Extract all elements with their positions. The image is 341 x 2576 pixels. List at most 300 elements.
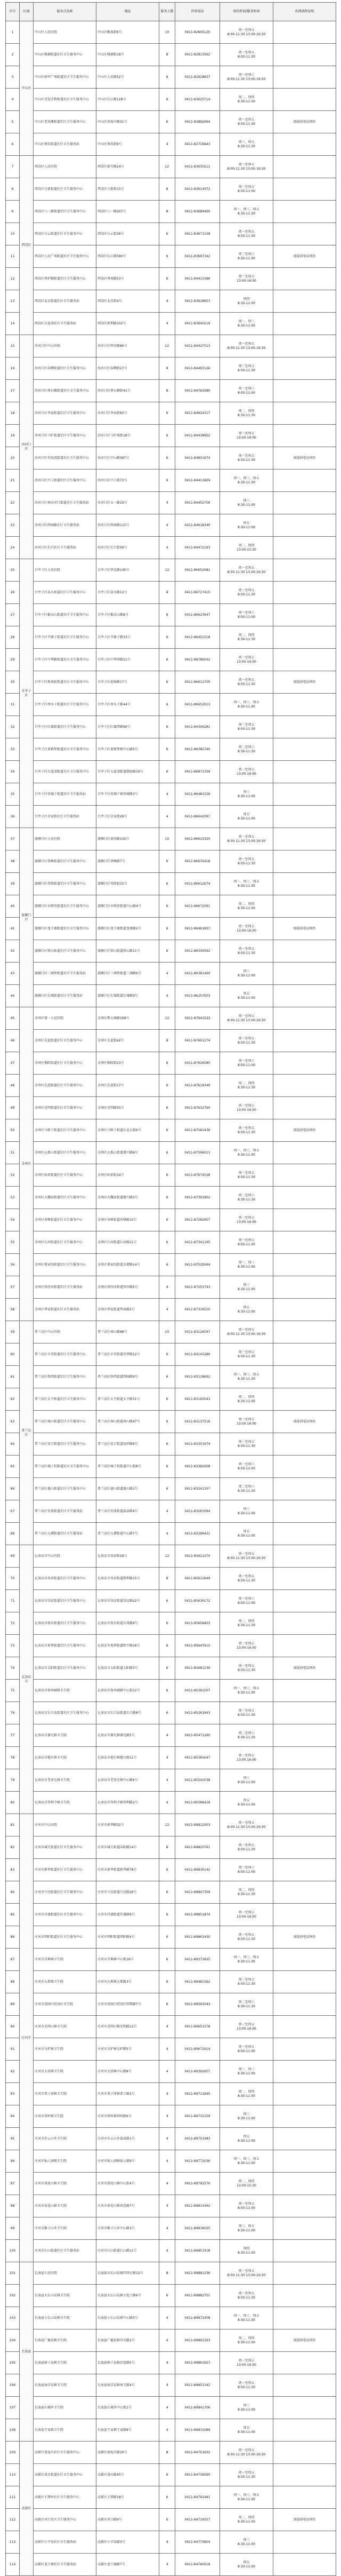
service-count: 6 (159, 918, 175, 940)
service-point-name: 长海县獐子岛镇卫生院 (34, 2352, 96, 2374)
process-note (273, 2397, 336, 2419)
service-count: 6 (159, 89, 175, 111)
process-note (273, 2486, 336, 2509)
service-hours: 周五 8:30-11:00 (220, 514, 273, 537)
service-point-address: 沙河口区兴工街73号 (96, 470, 159, 492)
service-count: 4 (159, 1299, 175, 1321)
process-note (273, 2419, 336, 2442)
service-point-name: 高新区七贤岭社区卫生服务中心 (34, 2486, 96, 2509)
phone-number: 0411-86612705 (175, 671, 220, 694)
service-count: 4 (159, 1747, 175, 1769)
phone-number: 0411-86786542 (175, 649, 220, 671)
row-number: 39 (6, 873, 20, 895)
row-number: 81 (6, 1814, 20, 1836)
table-row (6, 1142, 336, 1164)
phone-number: 0411-86257603 (175, 985, 220, 1007)
row-number: 42 (6, 940, 20, 963)
service-point-name: 普兰店区安波街道社区卫生服务站 (34, 1500, 96, 1523)
service-count: 6 (159, 447, 175, 470)
service-hours: 周一至周五 8:00-11:30 (220, 2464, 273, 2486)
row-number: 98 (6, 2195, 20, 2217)
service-point-name: 瓦房店市谢屯镇卫生院 (34, 1724, 96, 1747)
table-row (6, 985, 336, 1007)
service-hours: 周一至周六 8:00-11:00 (220, 380, 273, 402)
phone-number: 0411-84411829 (175, 470, 220, 492)
table-row (6, 2240, 336, 2262)
service-hours: 周二、周四 13:00-15:30 (220, 2173, 273, 2195)
row-number: 15 (6, 335, 20, 357)
service-hours: 周三 8:30-11:00 (220, 2105, 273, 2128)
service-point-address: 普兰店区南山路88号 (96, 1321, 159, 1343)
service-point-table (5, 2, 336, 2576)
area-cell: 庄河市 (20, 1814, 34, 2262)
phone-number: 0411-87282607 (175, 1209, 220, 1231)
row-number: 51 (6, 1142, 20, 1164)
service-hours: 周三、周五 8:30-11:30 (220, 133, 273, 156)
process-note (273, 2150, 336, 2173)
phone-number: 0411-89882751 (175, 2285, 220, 2307)
service-point-name: 沙河口区星海湾街道社区卫生服务中心 (34, 447, 96, 470)
service-point-address: 普兰店区太平街道太平路31号 (96, 1388, 159, 1411)
table-row (6, 1456, 336, 1478)
service-point-address: 庄河市大营镇中心路8号 (96, 2061, 159, 2083)
phone-number: 0411-83126547 (175, 1321, 220, 1343)
service-hours: 周三 8:30-11:00 (220, 963, 273, 985)
row-number: 63 (6, 1411, 20, 1433)
service-hours: 周三、周五 8:30-11:00 (220, 2217, 273, 2240)
service-point-name: 金州区大孤山街道社区卫生服务中心 (34, 1142, 96, 1164)
row-number: 27 (6, 604, 20, 626)
process-note (273, 1814, 336, 1836)
service-count: 10 (159, 1321, 175, 1343)
process-note (273, 66, 336, 89)
service-count: 6 (159, 1657, 175, 1680)
service-hours: 周二至周六 8:30-11:30 (220, 1993, 273, 2016)
service-point-address: 金州区拥政街23号 (96, 1052, 159, 1075)
process-note (273, 559, 336, 582)
table-row (6, 1254, 336, 1276)
service-point-address: 庄河市新华路32号 (96, 1814, 159, 1836)
service-count: 6 (159, 694, 175, 716)
process-note (273, 2016, 336, 2038)
service-point-address: 高新区黄泥川路26号 (96, 2442, 159, 2464)
service-point-address: 金州区先进街17号 (96, 1075, 159, 1097)
row-number: 31 (6, 694, 20, 716)
service-hours: 周一至周五 13:00-16:00 (220, 268, 273, 290)
service-count: 6 (159, 873, 175, 895)
service-hours: 周一至周五 8:00-11:30 (220, 671, 273, 694)
service-point-address: 庄河市兴达街道兴达路26号 (96, 1881, 159, 1904)
service-hours: 周一至周五 8:00-11:30 (220, 1568, 273, 1590)
row-number: 52 (6, 1164, 20, 1187)
process-note (273, 1769, 336, 1792)
table-row (6, 2016, 336, 2038)
service-hours: 周一至周五 8:00-11:30 13:00-16:30 (220, 335, 273, 357)
table-row (6, 201, 336, 223)
service-point-name: 中山区老虎滩街道社区卫生服务中心 (34, 111, 96, 133)
phone-number: 0411-85471290 (175, 1724, 220, 1747)
phone-number: 0411-83689420 (175, 201, 220, 223)
process-note (273, 1993, 336, 2016)
row-number: 84 (6, 1881, 20, 1904)
process-note (273, 1097, 336, 1119)
service-count: 4 (159, 2217, 175, 2240)
phone-number: 0411-87632760 (175, 1097, 220, 1119)
service-hours: 周二、周四 8:30-11:30 (220, 1075, 273, 1097)
service-hours: 周三 8:30-11:00 (220, 1769, 273, 1792)
process-note (273, 1052, 336, 1075)
service-hours: 周一至周五 8:00-11:30 13:00-16:30 (220, 828, 273, 850)
row-number: 68 (6, 1523, 20, 1545)
service-hours: 周一至周五 8:00-11:30 (220, 1030, 273, 1052)
table-row (6, 649, 336, 671)
process-note (273, 1209, 336, 1231)
service-point-name: 瓦房店市铁东街道社区卫生服务中心 (34, 1612, 96, 1635)
service-hours: 周一至周六 8:00-11:00 (220, 1859, 273, 1881)
table-row (6, 940, 336, 963)
row-number: 105 (6, 2352, 20, 2374)
service-hours: 周二、周四 8:30-11:30 (220, 402, 273, 425)
service-count: 12 (159, 156, 175, 178)
service-point-address: 甘井子区革镇堡镇中心路5号 (96, 738, 159, 761)
service-count: 6 (159, 1926, 175, 1949)
service-point-address: 旅顺口区三涧堡街道三涧路6号 (96, 963, 159, 985)
phone-number: 0411-83697342 (175, 245, 220, 268)
service-point-address: 高新区河口路9号 (96, 2509, 159, 2531)
service-point-name: 庄河市大营镇卫生院 (34, 2061, 96, 2083)
service-count: 8 (159, 357, 175, 380)
service-point-name: 高新区龙王塘社区卫生服务站 (34, 2554, 96, 2576)
service-hours: 周一至周六 8:00-11:00 (220, 1052, 273, 1075)
service-hours: 周一至周五 8:00-11:30 (220, 1836, 273, 1859)
phone-number: 0411-83118692 (175, 1366, 220, 1388)
phone-number: 0411-86635418 (175, 850, 220, 873)
service-point-address: 庄河市青堆镇中心街16号 (96, 1949, 159, 1971)
phone-number: 0411-89481562 (175, 1971, 220, 1993)
process-note (273, 761, 336, 783)
table-row (6, 1075, 336, 1097)
service-count: 8 (159, 380, 175, 402)
phone-number: 0411-85586419 (175, 1792, 220, 1814)
process-note (273, 470, 336, 492)
phone-number: 0411-84306281 (175, 716, 220, 738)
service-point-address: 瓦房店市得利寺镇得利路2号 (96, 1792, 159, 1814)
row-number: 13 (6, 290, 20, 313)
service-point-address: 金州区大魏家街道振兴路3号 (96, 1187, 159, 1209)
process-note (273, 1724, 336, 1747)
row-number: 100 (6, 2240, 20, 2262)
service-point-address: 瓦房店市老虎屯镇中心路6号 (96, 1769, 159, 1792)
service-point-address: 长海县石城乡中心街1号 (96, 2397, 159, 2419)
row-number: 34 (6, 761, 20, 783)
service-point-address: 瓦房店市铁东街道东风路9号 (96, 1612, 159, 1635)
process-note (273, 1702, 336, 1724)
process-note (273, 1433, 336, 1456)
service-hours: 周一至周六 8:00-11:00 (220, 604, 273, 626)
row-number: 109 (6, 2442, 20, 2464)
table-row (6, 850, 336, 873)
service-point-address: 中山区长江路118号 (96, 89, 159, 111)
row-number: 8 (6, 178, 20, 201)
service-count: 6 (159, 1971, 175, 1993)
service-hours: 周五 8:30-11:00 (220, 1792, 273, 1814)
service-count: 4 (159, 1276, 175, 1299)
service-point-address: 金州区光明路55号 (96, 1097, 159, 1119)
process-note (273, 1971, 336, 1993)
service-count: 4 (159, 492, 175, 514)
table-row (6, 2285, 336, 2307)
process-note (273, 1792, 336, 1814)
service-point-name: 沙河口区春柳街道社区卫生服务中心 (34, 357, 96, 380)
process-note (273, 223, 336, 245)
service-point-name: 普兰店区丰荣街道社区卫生服务中心 (34, 1343, 96, 1366)
service-count: 6 (159, 1343, 175, 1366)
process-note (273, 21, 336, 44)
row-number: 48 (6, 1075, 20, 1097)
service-point-name: 庄河市青堆镇卫生院 (34, 1949, 96, 1971)
service-point-address: 长海县獐子岛镇沙包路5号 (96, 2352, 159, 2374)
process-note (273, 1388, 336, 1411)
service-hours: 周五 8:30-11:00 (220, 2554, 273, 2576)
service-count: 6 (159, 1702, 175, 1724)
service-count: 6 (159, 1949, 175, 1971)
service-point-name: 甘井子区机场前街道社区卫生服务中心 (34, 671, 96, 694)
service-point-name: 长海县小长山岛镇卫生院 (34, 2307, 96, 2329)
phone-number: 0411-87596013 (175, 1142, 220, 1164)
phone-number: 0411-86642097 (175, 806, 220, 828)
service-hours: 周一至周五 8:00-11:30 (220, 44, 273, 66)
service-point-address: 甘井子区营城子镇营城路3号 (96, 783, 159, 806)
service-point-address: 金州区董家沟街道金港路14号 (96, 1254, 159, 1276)
service-point-address: 庄河市大郑镇大郑路3号 (96, 1971, 159, 1993)
phone-number: 0411-83614572 (175, 178, 220, 201)
table-row (6, 1097, 336, 1119)
table-row (6, 2173, 336, 2195)
phone-number: 0411-89825761 (175, 1836, 220, 1859)
service-count: 4 (159, 2329, 175, 2352)
row-number: 18 (6, 402, 20, 425)
phone-number: 0411-86481526 (175, 783, 220, 806)
service-point-name: 西岗区大连湾社区卫生服务站 (34, 313, 96, 335)
service-point-sheet (5, 0, 336, 2576)
service-point-name: 瓦房店市得利寺镇卫生院 (34, 1792, 96, 1814)
row-number: 32 (6, 716, 20, 738)
service-point-address: 庄河市蓉花山镇中心街4号 (96, 2173, 159, 2195)
service-hours: 周一至周五 8:00-11:30 (220, 447, 273, 470)
service-hours: 周二至周六 8:30-11:30 (220, 1724, 273, 1747)
table-row (6, 671, 336, 694)
service-point-address: 瓦房店市太阳街道太阳路3号 (96, 1657, 159, 1680)
service-hours: 周一、周三、周五 8:30-11:30 (220, 1366, 273, 1388)
service-hours: 周二、周四 8:30-11:30 (220, 1881, 273, 1904)
service-count: 12 (159, 1007, 175, 1030)
table-row (6, 178, 336, 201)
table-row (6, 2442, 336, 2464)
phone-number: 0411-87674528 (175, 1164, 220, 1187)
service-count: 8 (159, 1836, 175, 1859)
service-point-address: 沙河口区马栏南街18号 (96, 425, 159, 447)
service-count: 4 (159, 1769, 175, 1792)
service-point-name: 金州区登沙河街道社区卫生服务站 (34, 1276, 96, 1299)
phone-number: 0411-85261843 (175, 1702, 220, 1724)
service-point-address: 沙河口区中山路587号 (96, 447, 159, 470)
service-point-name: 长海县石城乡卫生院 (34, 2397, 96, 2419)
process-note (273, 335, 336, 357)
service-count: 6 (159, 1680, 175, 1702)
service-hours: 周五 8:30-11:00 (220, 806, 273, 828)
service-point-name: 金州区站前街道社区卫生服务中心 (34, 1164, 96, 1187)
service-hours: 周二、周四 8:30-11:30 (220, 626, 273, 649)
service-point-name: 旅顺口区得胜街道社区卫生服务中心 (34, 873, 96, 895)
row-number: 61 (6, 1366, 20, 1388)
phone-number: 0411-87626085 (175, 1052, 220, 1075)
phone-number: 0411-86615320 (175, 828, 220, 850)
process-note (273, 1456, 336, 1478)
service-point-name: 旅顺口区铁山街道社区卫生服务中心 (34, 940, 96, 963)
phone-number: 0411-89371825 (175, 1949, 220, 1971)
service-point-name: 庄河市塔岭镇卫生院 (34, 2105, 96, 2128)
row-number: 35 (6, 783, 20, 806)
phone-number: 0411-83625714 (175, 89, 220, 111)
service-hours: 周二、周四 8:30-11:00 (220, 1388, 273, 1411)
service-hours: 周五 8:30-11:00 (220, 1523, 273, 1545)
service-hours: 周一至周五 8:00-11:30 (220, 223, 273, 245)
table-row (6, 2217, 336, 2240)
process-note (273, 1635, 336, 1657)
phone-number: 0411-87618349 (175, 1075, 220, 1097)
process-note (273, 2128, 336, 2150)
service-hours: 周三 8:30-11:00 (220, 492, 273, 514)
service-hours: 周三 8:30-11:00 (220, 1500, 273, 1523)
row-number: 71 (6, 1590, 20, 1612)
service-point-address: 庄河市昌盛街道昌盛路9号 (96, 1904, 159, 1926)
service-count: 4 (159, 1792, 175, 1814)
row-number: 11 (6, 245, 20, 268)
service-point-address: 庄河市城关街道向阳路14号 (96, 1836, 159, 1859)
service-point-address: 长海县大长山岛镇小泡子路6号 (96, 2285, 159, 2307)
process-note: 需提前电话预约 (273, 2509, 336, 2531)
phone-number: 0411-86672091 (175, 895, 220, 918)
service-count: 6 (159, 1993, 175, 2016)
phone-number: 0411-87341195 (175, 1231, 220, 1254)
service-count: 6 (159, 1075, 175, 1097)
table-row (6, 2509, 336, 2531)
table-row (6, 1949, 336, 1971)
service-point-address: 瓦房店市共济街29号 (96, 1545, 159, 1568)
service-point-name: 庄河市仙人洞镇卫生院 (34, 2150, 96, 2173)
row-number: 4 (6, 89, 20, 111)
phone-number: 0411-84801673 (175, 447, 220, 470)
service-hours: 周一至周五 8:00-11:30 (220, 1433, 273, 1456)
table-row (6, 156, 336, 178)
service-count: 4 (159, 133, 175, 156)
service-point-name: 高新区黄泥川社区卫生服务中心 (34, 2442, 96, 2464)
service-hours: 周一至周五 8:00-11:30 13:00-16:30 (220, 21, 273, 44)
table-row (6, 2554, 336, 2576)
service-count: 6 (159, 2285, 175, 2307)
phone-number: 0411-86727415 (175, 582, 220, 604)
service-count: 8 (159, 1568, 175, 1590)
service-count: 8 (159, 44, 175, 66)
service-point-name: 西岗区日新街道社区卫生服务中心 (34, 178, 96, 201)
row-number: 22 (6, 492, 20, 514)
service-point-name: 西岗区香炉礁街道社区卫生服务中心 (34, 268, 96, 290)
table-row (6, 582, 336, 604)
service-point-address: 西岗区胜利路102号 (96, 313, 159, 335)
service-point-name: 金州区光明街道社区卫生服务中心 (34, 1097, 96, 1119)
process-note (273, 537, 336, 559)
area-cell: 沙河口区 (20, 335, 34, 559)
table-row (6, 1545, 336, 1568)
service-point-name: 中山区青泥洼桥街道社区卫生服务中心 (34, 89, 96, 111)
phone-number: 0411-84452706 (175, 492, 220, 514)
row-number: 82 (6, 1836, 20, 1859)
row-number: 107 (6, 2397, 20, 2419)
service-hours: 周五 8:30-11:00 (220, 2419, 273, 2442)
row-number: 94 (6, 2105, 20, 2128)
row-number: 56 (6, 1254, 20, 1276)
service-hours: 周四 8:30-11:00 (220, 290, 273, 313)
service-point-address: 长海县广鹿岛镇沙尖路2号 (96, 2329, 159, 2352)
service-point-name: 沙河口区长兴社区卫生服务站 (34, 537, 96, 559)
service-count: 6 (159, 1590, 175, 1612)
service-point-address: 普兰店区铁西街道西园路9号 (96, 1366, 159, 1388)
service-point-name: 金州区董家沟街道社区卫生服务中心 (34, 1254, 96, 1276)
service-hours: 周一至周五 8:00-11:30 (220, 1702, 273, 1724)
service-hours: 周一至周五 8:00-11:00 (220, 178, 273, 201)
phone-number: 0411-84773604 (175, 2531, 220, 2554)
phone-number: 0411-84493126 (175, 357, 220, 380)
table-row (6, 2352, 336, 2374)
service-hours: 周一、周三 8:30-11:00 (220, 1254, 273, 1276)
process-note (273, 1568, 336, 1590)
table-row (6, 1814, 336, 1836)
row-number: 74 (6, 1657, 20, 1680)
service-count: 4 (159, 2038, 175, 2061)
service-point-address: 沙河口区春柳街27号 (96, 357, 159, 380)
service-count: 4 (159, 1724, 175, 1747)
service-point-name: 沙河口区马栏街道社区卫生服务中心 (34, 425, 96, 447)
service-point-name: 甘井子区周水子街道社区卫生服务中心 (34, 694, 96, 716)
table-row (6, 783, 336, 806)
service-point-name: 金州区石河街道社区卫生服务中心 (34, 1231, 96, 1254)
service-point-address: 普兰店区安波街道温泉路4号 (96, 1500, 159, 1523)
process-note (273, 2195, 336, 2217)
service-point-name: 沙河口区南沙河口街道社区卫生服务站 (34, 492, 96, 514)
process-note (273, 2374, 336, 2397)
service-count: 6 (159, 1119, 175, 1142)
table-row (6, 133, 336, 156)
service-point-name: 瓦房店市岗店街道社区卫生服务中心 (34, 1590, 96, 1612)
service-point-name: 普兰店区大谭街道社区卫生服务站 (34, 1523, 96, 1545)
table-row (6, 1209, 336, 1231)
table-row (6, 2150, 336, 2173)
service-hours: 周一至周六 8:00-11:30 13:00-16:00 (220, 66, 273, 89)
process-note (273, 2105, 336, 2128)
service-count: 4 (159, 2307, 175, 2329)
service-point-name: 庄河市城关街道社区卫生服务中心 (34, 1836, 96, 1859)
process-note (273, 2061, 336, 2083)
service-point-address: 金州区华家街道华家路2号 (96, 1299, 159, 1321)
service-point-address: 普兰店区南山街道南山路47号 (96, 1411, 159, 1433)
service-count: 4 (159, 1500, 175, 1523)
table-row (6, 402, 336, 425)
service-count: 4 (159, 783, 175, 806)
phone-number: 0411-85391507 (175, 1680, 220, 1702)
process-note (273, 1545, 336, 1568)
service-point-address: 沙河口区西南路115号 (96, 514, 159, 537)
phone-number: 0411-85636172 (175, 1590, 220, 1612)
